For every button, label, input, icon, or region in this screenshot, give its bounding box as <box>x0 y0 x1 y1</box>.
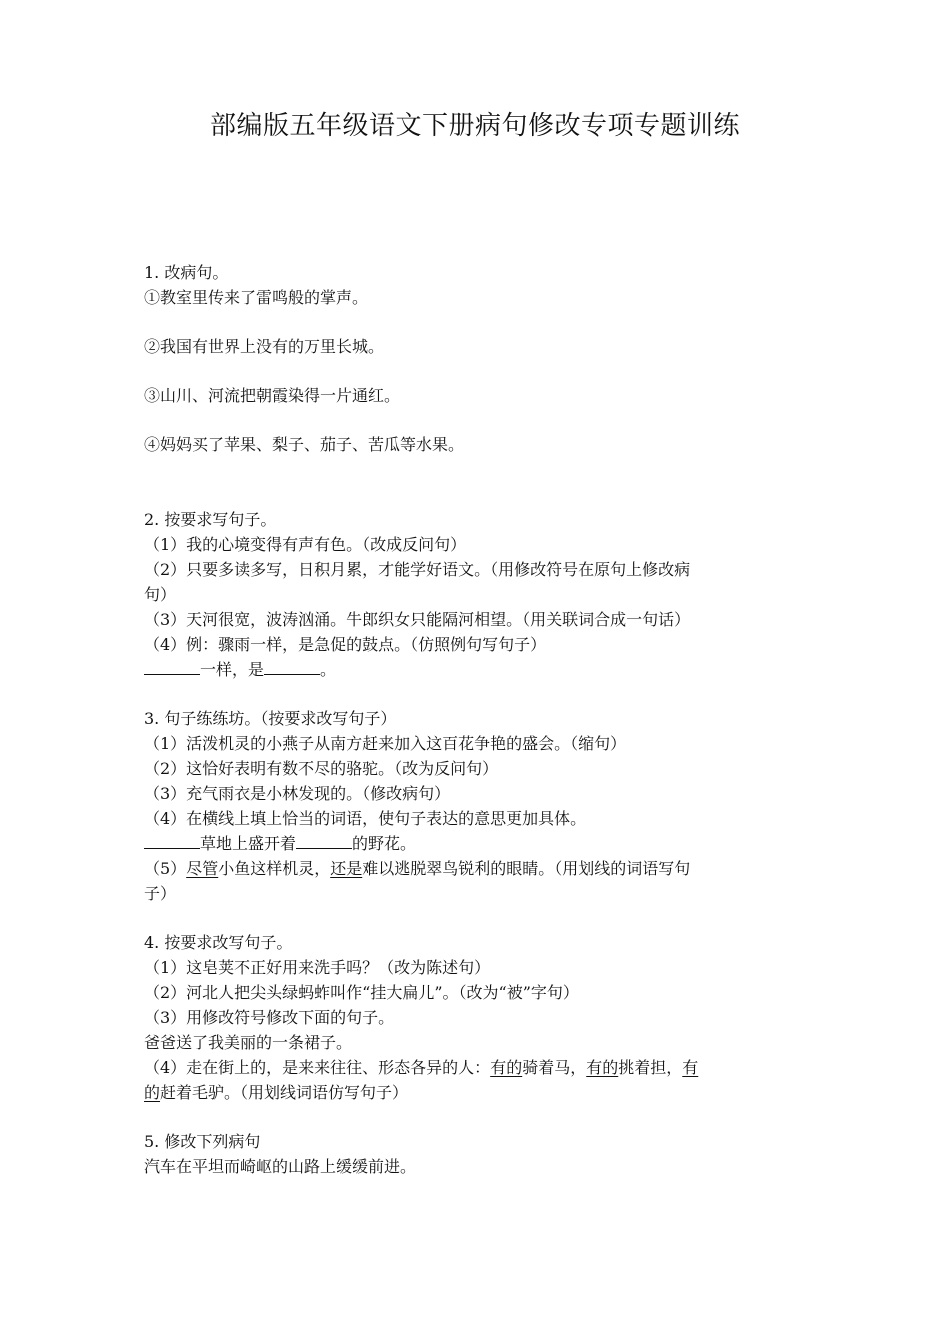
q3-item-3: （3）充气雨衣是小林发现的。（修改病句） <box>144 784 451 803</box>
q1-item-1: ①教室里传来了雷鸣般的掌声。 <box>144 288 369 307</box>
q2-item-2: （2）只要多读多写，日积月累，才能学好语文。（用修改符号在原句上修改病 <box>144 560 691 579</box>
q3-heading: 3. 句子练练坊。（按要求改写句子） <box>144 709 397 728</box>
q3-item-5-post: 难以逃脱翠鸟锐利的眼睛。（用划线的词语写句 <box>362 859 691 878</box>
q1-item-4: ④妈妈买了苹果、梨子、茄子、苦瓜等水果。 <box>144 435 465 454</box>
underlined-word: 有的 <box>490 1058 523 1077</box>
q3-item-5-cont: 子） <box>144 884 177 903</box>
q2-item-2-cont: 句） <box>144 585 177 604</box>
q3-item-1: （1）活泼机灵的小燕子从南方赶来加入这百花争艳的盛会。（缩句） <box>144 734 627 753</box>
underlined-word: 还是 <box>330 859 363 878</box>
q3-fill-line <box>144 831 814 856</box>
q4-item-2: （2）河北人把尖头绿蚂蚱叫作“挂大扁儿”。（改为“被”字句） <box>144 983 579 1002</box>
document-body <box>144 260 814 1179</box>
q2-fill-mid: 一样，是 <box>200 660 265 679</box>
q3-item-5-mid: 小鱼这样机灵， <box>218 859 331 878</box>
q3-fill-b: 的野花。 <box>352 834 417 853</box>
q4-item-4-text: 挑着担， <box>618 1058 683 1077</box>
q4-item-3: （3）用修改符号修改下面的句子。 <box>144 1008 395 1027</box>
q2-heading: 2. 按要求写句子。 <box>144 510 277 529</box>
q2-item-4: （4）例：骤雨一样，是急促的鼓点。（仿照例句写句子） <box>144 635 547 654</box>
q4-item-4-prefix: （4）走在街上的，是来来往往、形态各异的人： <box>144 1058 491 1077</box>
q1-item-3: ③山川、河流把朝霞染得一片通红。 <box>144 386 401 405</box>
q4-heading: 4. 按要求改写句子。 <box>144 933 293 952</box>
q3-item-2: （2）这恰好表明有数不尽的骆驼。（改为反问句） <box>144 759 499 778</box>
q2-fill-line <box>144 657 814 682</box>
q1-item-2: ②我国有世界上没有的万里长城。 <box>144 337 385 356</box>
q5-item-1: 汽车在平坦而崎岖的山路上缓缓前进。 <box>144 1157 417 1176</box>
q2-item-3: （3）天河很宽，波涛汹涌。牛郎织女只能隔河相望。（用关联词合成一句话） <box>144 610 691 629</box>
q4-item-4-text: 赶着毛驴。（用划线词语仿写句子） <box>160 1083 409 1102</box>
q1-heading: 1. 改病句。 <box>144 263 229 282</box>
answer-blank <box>264 660 320 675</box>
q4-item-1: （1）这皂荚不正好用来洗手吗？（改为陈述句） <box>144 958 491 977</box>
page-title: 部编版五年级语文下册病句修改专项专题训练 <box>209 111 740 141</box>
q3-item-5 <box>144 856 814 881</box>
q2-item-1: （1）我的心境变得有声有色。（改成反问句） <box>144 535 467 554</box>
q2-fill-end: 。 <box>320 660 337 679</box>
q3-fill-a: 草地上盛开着 <box>200 834 297 853</box>
underlined-word: 有 <box>682 1058 699 1077</box>
q4-item-4 <box>144 1055 814 1080</box>
underlined-word: 的 <box>144 1083 161 1102</box>
answer-blank <box>296 834 352 849</box>
q4-item-4-text: 骑着马， <box>522 1058 587 1077</box>
q3-item-5-prefix: （5） <box>144 859 187 878</box>
answer-blank <box>144 660 200 675</box>
q3-item-4: （4）在横线上填上恰当的词语，使句子表达的意思更加具体。 <box>144 809 587 828</box>
underlined-word: 有的 <box>586 1058 619 1077</box>
q4-item-4-cont <box>144 1080 814 1105</box>
underlined-word: 尽管 <box>186 859 219 878</box>
q5-heading: 5. 修改下列病句 <box>144 1132 261 1151</box>
answer-blank <box>144 834 200 849</box>
q4-item-3-sentence: 爸爸送了我美丽的一条裙子。 <box>144 1033 353 1052</box>
